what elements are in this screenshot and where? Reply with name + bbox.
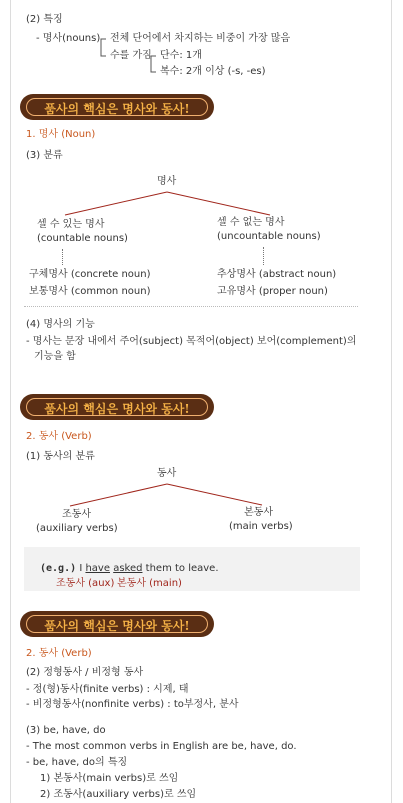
section-title-noun: 1. 명사 (Noun) <box>26 129 96 140</box>
verb-aux-ko: 조동사 <box>62 509 91 520</box>
noun-function-heading: (4) 명사의 기능 <box>26 319 95 330</box>
feature-noun-label: - 명사(nouns) <box>36 33 101 44</box>
be-have-do-point: 1) 본동사(main verbs)로 쓰임 <box>40 773 179 784</box>
noun-concrete: 구체명사 (concrete noun) <box>29 269 151 280</box>
noun-abstract: 추상명사 (abstract noun) <box>217 269 337 280</box>
example-aux-word: have <box>85 563 110 574</box>
feature-number-text: 수를 가짐 <box>110 50 152 61</box>
banner-text: 품사의 핵심은 명사와 동사! <box>44 619 190 633</box>
finite-heading: (2) 정형동사 / 비정형 동사 <box>26 667 144 678</box>
feature-ratio-text: 전체 단어에서 차지하는 비중이 가장 많음 <box>110 33 291 44</box>
feature-singular: 단수: 1개 <box>160 50 202 61</box>
example-sentence <box>40 563 219 575</box>
verb-classify-heading: (1) 동사의 분류 <box>26 451 95 462</box>
noun-tree-root: 명사 <box>157 176 177 187</box>
feature-heading: (2) 특징 <box>26 14 63 25</box>
verb-main-en: (main verbs) <box>229 521 293 532</box>
noun-countable-en: (countable nouns) <box>37 233 128 244</box>
noun-function-text-cont: 기능을 함 <box>34 351 76 362</box>
be-have-do-feature: - be, have, do의 특징 <box>26 757 128 768</box>
example-word: I <box>79 563 83 574</box>
banner-text: 품사의 핵심은 명사와 동사! <box>44 402 190 416</box>
noun-classify-heading: (3) 분류 <box>26 150 63 161</box>
verb-tree-root: 동사 <box>157 468 177 479</box>
example-label: (e.g.) <box>40 563 77 574</box>
banner-key-message <box>20 611 214 637</box>
example-main-word: asked <box>113 563 143 574</box>
banner-text: 품사의 핵심은 명사와 동사! <box>44 102 190 116</box>
be-have-do-heading: (3) be, have, do <box>26 725 106 736</box>
be-have-do-line: - The most common verbs in English are be, have, do. <box>26 741 297 752</box>
example-aux-tag: 조동사 (aux) <box>56 578 115 589</box>
verb-aux-en: (auxiliary verbs) <box>36 523 118 534</box>
noun-countable-ko: 셀 수 있는 명사 <box>37 219 105 230</box>
noun-common: 보통명사 (common noun) <box>29 286 151 297</box>
example-word: them to leave. <box>145 563 219 574</box>
noun-uncountable-ko: 셀 수 없는 명사 <box>217 217 285 228</box>
be-have-do-point: 2) 조동사(auxiliary verbs)로 쓰임 <box>40 789 197 800</box>
noun-proper: 고유명사 (proper noun) <box>217 286 328 297</box>
nonfinite-line: - 비정형동사(nonfinite verbs) : to부정사, 분사 <box>26 699 239 710</box>
noun-uncountable-en: (uncountable nouns) <box>217 231 321 242</box>
finite-line: - 정(형)동사(finite verbs) : 시제, 태 <box>26 684 189 695</box>
section-title-verb: 2. 동사 (Verb) <box>26 431 92 442</box>
noun-function-text: - 명사는 문장 내에서 주어(subject) 목적어(object) 보어(complement)의 <box>26 336 357 347</box>
feature-plural: 복수: 2개 이상 (-s, -es) <box>160 66 266 77</box>
example-main-tag: 본동사 (main) <box>117 578 182 589</box>
verb-main-ko: 본동사 <box>244 507 273 518</box>
section-title-verb: 2. 동사 (Verb) <box>26 648 92 659</box>
